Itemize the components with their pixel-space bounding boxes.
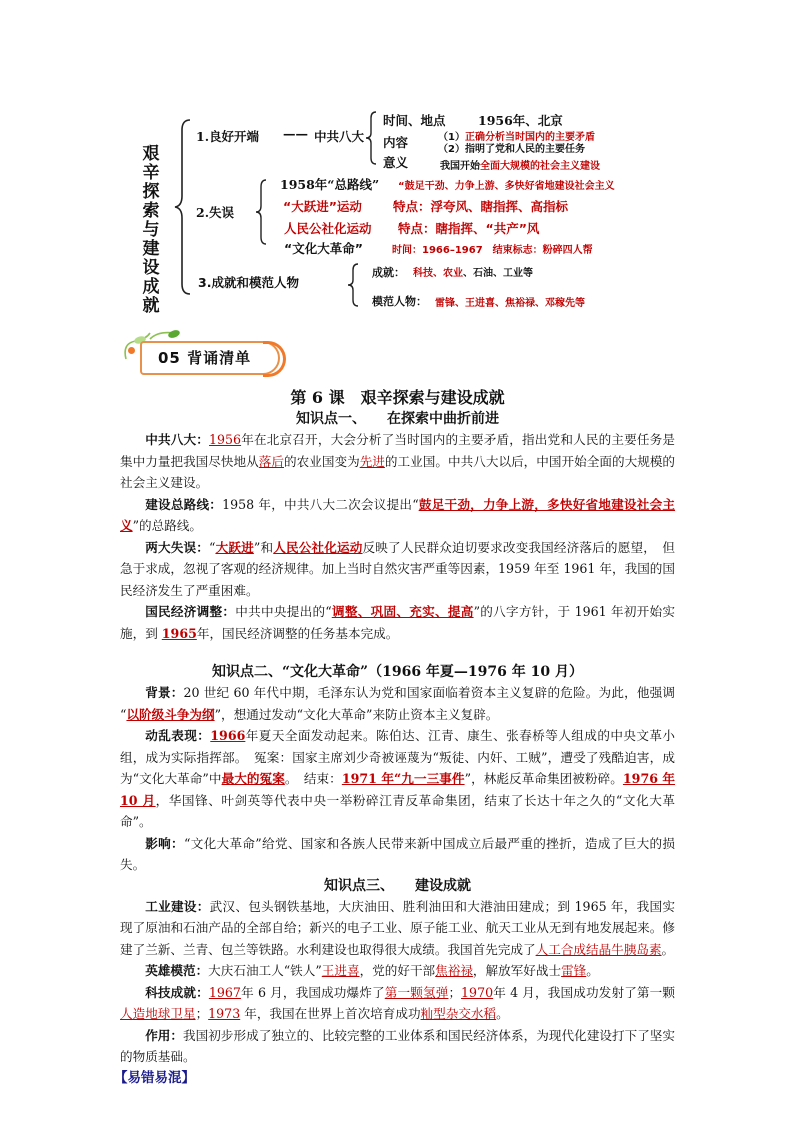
branch1-dash: —— [283,126,308,141]
label: 两大失误： [145,539,209,555]
branch3-brace [346,262,360,308]
title-char: 成 [142,277,160,297]
keyword: 雷锋 [561,963,587,978]
section-badge [118,327,288,377]
text: 国家主席刘少奇被诬蔑为“叛徒、内奸、工贼”，遭受了残酷迫害，成为“文化大革命”中 [120,749,675,786]
b2-dayuejin-value: 特点：浮夸风、瞎指挥、高指标 [393,199,569,214]
label: 冤案： [253,749,293,765]
keyword: 以阶级斗争为纲 [126,706,215,722]
text: ”和 [253,539,274,555]
text: 年，我国在世界上首次培育成功 [240,1006,421,1021]
branch1-label: 1.良好开端 [196,129,260,144]
keyword: 1967 [208,984,241,1000]
paragraph-keji [120,982,675,1025]
b2-wenge-key: “文化大革命” [284,241,363,256]
b3-model-key: 模范人物： [372,295,427,308]
branch1-brace [364,110,378,166]
text: ”，林彪反革命集团被粉碎。 [464,771,623,786]
title-char: 辛 [142,163,160,183]
paragraph-tiaozheng [120,601,675,644]
text: ； [195,1006,209,1021]
b2-gongshe-key: 人民公社化运动 [284,221,372,236]
paragraph-shiwu [120,537,675,602]
badge-number: 05 [158,349,181,367]
title-char: 设 [142,258,160,278]
text: “文化大革命”给党、国家和各族人民带来新中国成立后最严重的挫折，造成了巨大的损失。 [120,835,675,872]
branch1-sub: 中共八大 [314,129,365,144]
text: 年 6 月，我国成功爆炸了 [240,984,385,1000]
keyword: 籼型杂交水稻 [420,1006,497,1021]
keyword: 王进喜 [321,963,360,978]
title-char: 艰 [142,144,160,164]
text: 的农业国变为 [284,453,360,469]
document-body [114,387,676,1089]
b1-content-num: （1） [438,132,465,143]
keyword: 大跃进 [215,539,254,555]
keyword: 1976 年 10 月 [120,771,676,808]
section3-heading: 知识点三、 建设成就 [324,877,471,894]
text: ，解放军好战士 [472,963,562,978]
b1-meaning-value [440,157,600,172]
text: ”的八字方针，于 1961 年初开始实施，到 [120,604,676,641]
label: 结束： [303,771,342,786]
concept-map-title [140,145,162,316]
badge-cap [263,341,286,377]
text: 年夏天全面发动起来。陈伯达、江青、康生、张春桥等人组成的中央文革小组，成为实际指挥部。 [120,728,676,765]
b2-zonglu-key: 1958年“总路线” [280,177,380,192]
keyword: 第一颗氢弹 [384,984,449,1000]
keyword: 调整、巩固、充实、提高 [331,604,474,619]
keyword: 先进 [359,453,385,469]
paragraph-zongluxian [120,494,675,537]
paragraph-yingxiang [120,833,675,876]
label: 英雄模范： [145,963,209,978]
text: 年，国民经济调整的任务基本完成。 [196,625,399,641]
label: 中共八大： [145,432,210,447]
main-brace [172,118,194,296]
b1-content-red: 正确分析当时国内的主要矛盾 [464,132,595,143]
b2-gongshe-value: 特点：瞎指挥、“共产”风 [398,221,540,236]
keyword: 1965 [161,625,197,641]
text: ； [448,984,462,1000]
label: 国民经济调整： [145,604,236,619]
paragraph-beijing [120,682,675,725]
text: ，党的好干部 [359,963,436,978]
title-char: 索 [142,201,160,221]
b3-achievement-black: 、石油、工业等 [463,268,533,279]
text: 1958 年，中共八大二次会议提出“ [222,496,419,512]
label: 作用： [145,1027,184,1043]
keyword: 1971 年“九一三事件 [341,771,465,786]
text: ，华国锋、叶剑英等代表中央一举粉碎江青反革命集团，结束了长达十年之久的“文化大革命”。 [120,792,675,829]
text: 中共中央提出的“ [235,604,332,619]
b2-dayuejin-key: “大跃进”运动 [283,199,362,214]
label: 动乱表现： [145,728,211,743]
paragraph-dongluan [120,725,675,833]
b1-meaning-red: 全面大规模的社会主义建设 [480,161,600,172]
b3-model-value: 雷锋、王进喜、焦裕禄、邓稼先等 [435,298,585,309]
keyword: 人民公社化运动 [273,539,363,555]
text: 反映了人民群众迫切要求改变我国经济落后的愿望， 但急于求成，忽视了客观的经济规律。加上当时自然灾害严重等因素，1959 年至 1961 年，我国的国民经济发生了严重困难。 [120,539,676,598]
keyword: 落后 [258,453,284,469]
b1-content-line2: （2）指明了党和人民的主要任务 [438,144,585,155]
keyword: 1966 [210,728,246,743]
keyword: 1956 [209,432,242,447]
section2-heading: 知识点二、“文化大革命”（1966 年夏—1976 年 10 月） [211,664,583,680]
b1-time-value: 1956年、北京 [478,113,563,128]
text: ”，想通过发动“文化大革命”来防止资本主义复辟。 [214,706,499,722]
keyword: 最大的冤案 [221,771,285,786]
title-char: 就 [142,296,160,316]
b3-achievement-key: 成就： [372,266,405,279]
paragraph-zuoyong [120,1025,675,1068]
text: “ [208,539,216,555]
b1-meaning-key: 意义 [383,155,409,170]
footer-heading: 【易错易混】 [114,1069,195,1086]
branch2-brace [254,178,268,246]
text: 。 [284,771,304,786]
text: 我国初步形成了独立的、比较完整的工业体系和国民经济体系，为现代化建设打下了坚实的物质基础。 [120,1027,676,1064]
text: 年 4 月，我国成功发射了第一颗 [493,984,675,1000]
b2-wenge-value: 时间：1966–1967 结束标志：粉碎四人帮 [392,245,593,256]
text: 20 世纪 60 年代中期，毛泽东认为党和国家面临着资本主义复辟的危险。为此，他强调 “ [120,685,676,722]
text: 年在北京召开，大会分析了当时国内的主要矛盾，指出党和人民的主要任务是集中力量把我国尽快地从 [120,432,676,469]
label: 影响： [145,835,184,851]
text: ”的总路线。 [132,518,203,533]
lesson-title: 第 6 课 艰辛探索与建设成就 [290,388,505,407]
keyword: 1973 [208,1006,241,1021]
title-char: 探 [142,182,160,202]
keyword: 人工合成结晶牛胰岛素 [535,941,662,957]
title-char: 与 [142,220,160,240]
label: 背景： [145,685,184,700]
paragraph-gongye [120,896,675,961]
text: 。 [586,963,599,978]
label: 科技成就： [145,984,209,1000]
text: 武汉、包头钢铁基地，大庆油田、胜利油田和大港油田建成；到 1965 年，我国实现了原油和石油产品的全部自给；新兴的电子工业、原子能工业、航天工业从无到有地发展起来。修建了兰新、兰青、包兰等铁路。水利建设也取得很大成绩。我国首先完成了 [120,898,675,957]
branch3-label: 3.成就和模范人物 [198,275,299,290]
b3-achievement-value [413,264,533,279]
paragraph-bada [120,429,675,494]
section1-heading: 知识点一、 在探索中曲折前进 [296,411,499,427]
b1-meaning-prefix: 我国开始 [440,161,480,172]
badge-label [158,347,251,368]
label: 工业建设： [145,898,210,914]
b1-time-key: 时间、地点 [383,113,446,128]
label: 建设总路线： [145,496,223,512]
branch2-label: 2.失误 [196,205,235,220]
keyword: 1970 [461,984,494,1000]
text: 大庆石油工人“铁人” [208,963,322,978]
keyword: 人造地球卫星 [120,1006,196,1021]
text: 。 [661,941,675,957]
orange-dot-icon [128,347,135,354]
b1-content-key: 内容 [383,135,409,150]
keyword: 鼓足干劲，力争上游，多快好省地建设社会主义 [120,496,676,533]
title-char: 建 [142,239,160,259]
badge-box [140,341,280,375]
b2-zonglu-value: “鼓足干劲、力争上游、多快好省地建设社会主义 [398,181,615,192]
text: 。 [496,1006,509,1021]
keyword: 焦裕禄 [435,963,473,978]
b3-achievement-red: 科技、农业 [413,268,463,279]
text: 的工业国。中共八大以后，中国开始全面的大规模的社会主义建设。 [120,453,676,490]
paragraph-yingxiong [120,960,675,982]
badge-text: 背诵清单 [187,349,252,367]
